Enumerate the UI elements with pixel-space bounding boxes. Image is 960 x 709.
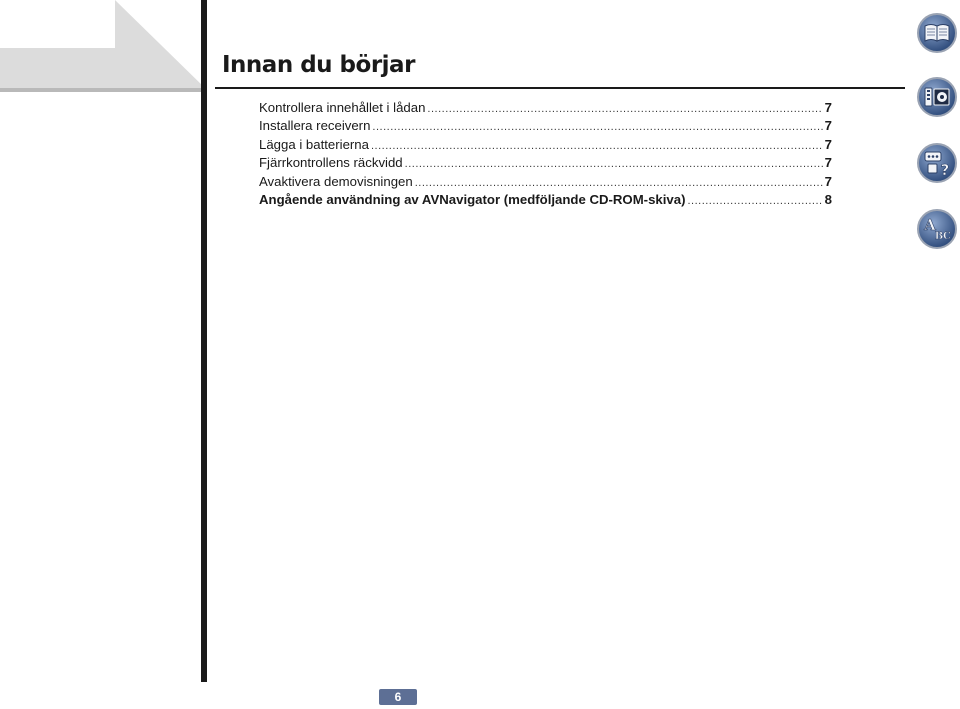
toc-row-avnavigator[interactable]	[259, 191, 832, 209]
svg-text:C: C	[943, 231, 951, 242]
toc-leader-dots	[371, 137, 823, 155]
toc-row-contents-check[interactable]	[259, 99, 832, 117]
section-title: Innan du börjar	[222, 52, 415, 78]
svg-text:?: ?	[940, 161, 950, 179]
toc-page-number: 7	[824, 136, 832, 152]
toc-row-demo-mode[interactable]	[259, 173, 832, 191]
toc-leader-dots	[427, 100, 822, 118]
toc-leader-dots	[687, 192, 822, 210]
toc-page-number: 7	[824, 155, 832, 171]
remote-help-icon[interactable]	[916, 142, 958, 184]
toc-row-batteries[interactable]	[259, 136, 832, 154]
toc-label: Avaktivera demovisningen	[259, 173, 413, 189]
corner-tab-decoration	[0, 0, 205, 92]
toc-page-number: 7	[824, 118, 832, 134]
table-of-contents	[259, 99, 832, 209]
toc-row-remote-range[interactable]	[259, 154, 832, 172]
receiver-icon[interactable]	[916, 76, 958, 118]
svg-text:A: A	[924, 216, 936, 234]
glossary-abc-icon[interactable]	[916, 208, 958, 250]
vertical-divider	[201, 0, 207, 682]
toc-label: Installera receivern	[259, 118, 371, 134]
toc-leader-dots	[405, 155, 823, 173]
toc-label: Kontrollera innehållet i lådan	[259, 100, 426, 115]
svg-text:B: B	[934, 231, 944, 242]
toc-row-install-receiver[interactable]	[259, 117, 832, 135]
toc-label: Lägga i batterierna	[259, 136, 369, 152]
toc-leader-dots	[372, 118, 822, 136]
toc-page-number: 7	[824, 173, 832, 189]
title-underline	[215, 87, 905, 89]
page-number-badge: 6	[379, 689, 417, 705]
toc-label: Fjärrkontrollens räckvidd	[259, 155, 403, 171]
toc-label: Angående användning av AVNavigator (medföljande CD-ROM-skiva)	[259, 191, 686, 207]
book-icon[interactable]	[916, 12, 958, 54]
toc-leader-dots	[415, 174, 823, 192]
toc-page-number: 7	[824, 100, 832, 115]
toc-page-number: 8	[824, 191, 832, 207]
